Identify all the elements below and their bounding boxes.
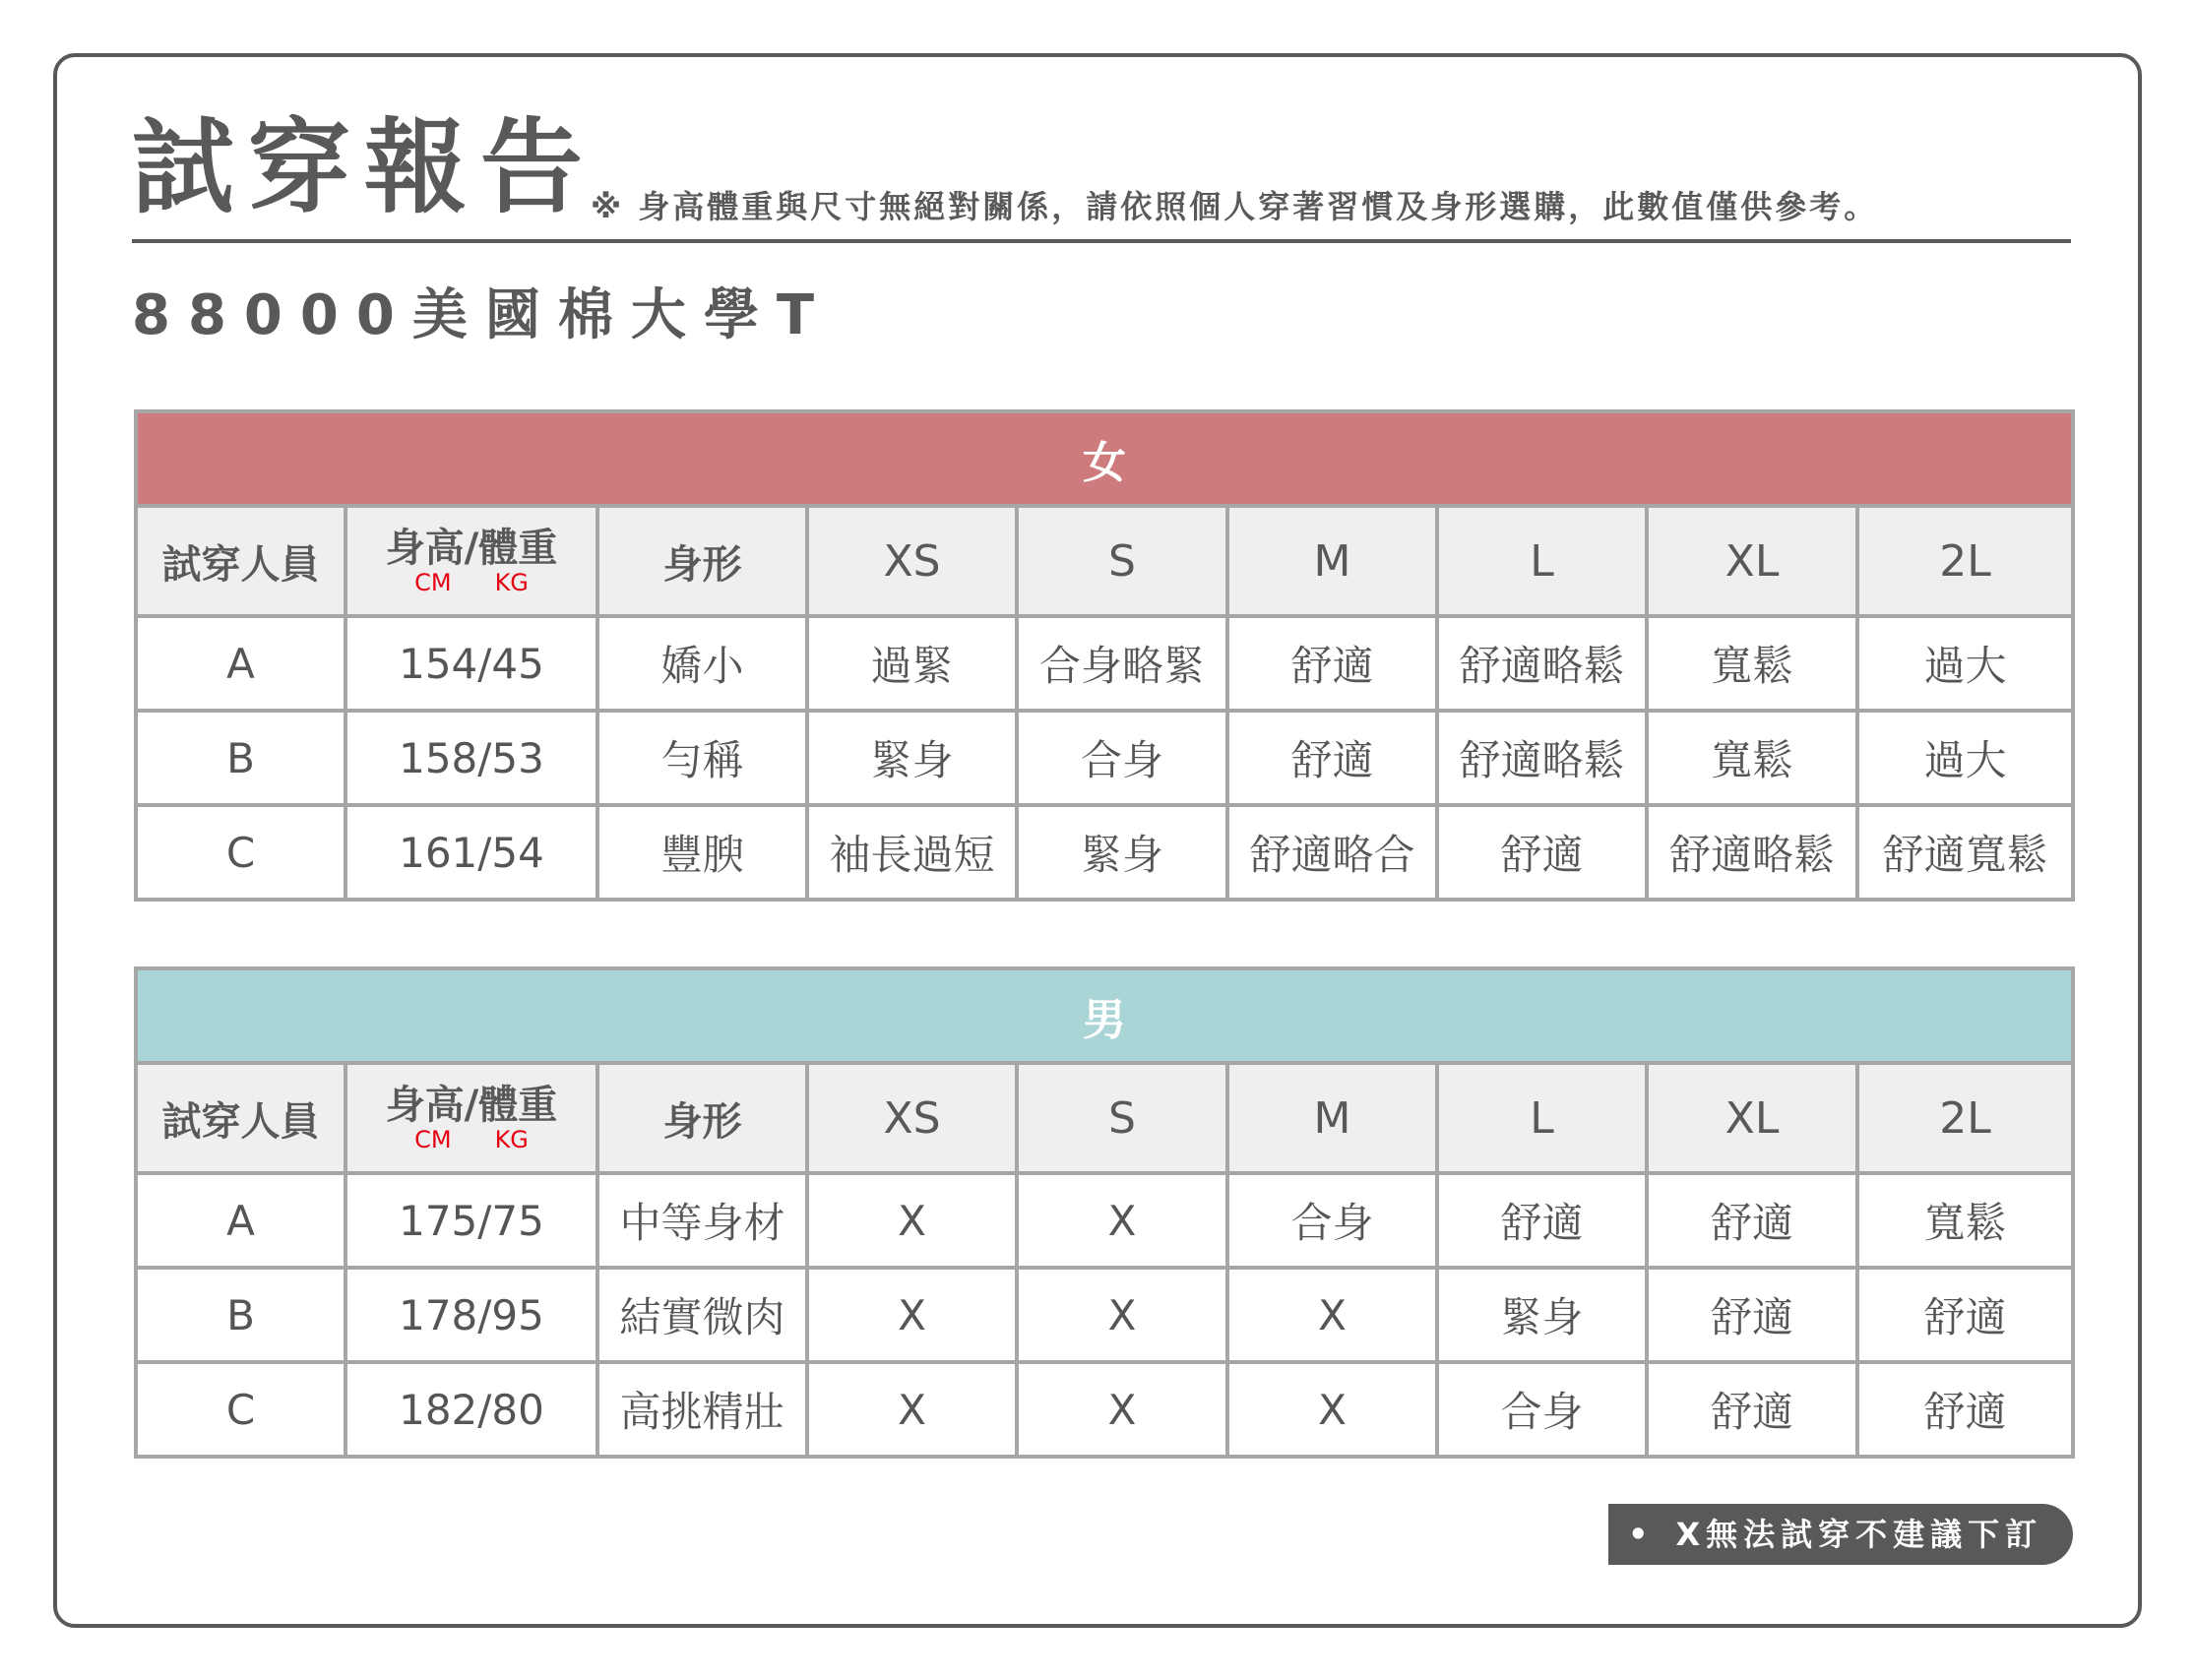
size-column-header: 2L [1857, 1063, 2073, 1173]
fit-cell: 舒適 [1647, 1268, 1857, 1362]
fit-cell: 舒適略鬆 [1437, 711, 1647, 805]
fit-cell: 舒適略鬆 [1647, 805, 1857, 900]
legend-text: X無法試穿不建議下訂 [1675, 1516, 2043, 1553]
height-weight-column-header [345, 506, 597, 616]
fit-cell: 舒適略鬆 [1437, 616, 1647, 711]
cm-unit: CM [414, 1126, 452, 1153]
fit-cell: 合身 [1227, 1173, 1437, 1268]
fit-cell: 過大 [1857, 616, 2073, 711]
fit-cell: 袖長過短 [807, 805, 1017, 900]
height-weight-value: 154/45 [345, 616, 597, 711]
table-row [136, 616, 2073, 711]
height-weight-value: 178/95 [345, 1268, 597, 1362]
header-row [136, 1063, 2073, 1173]
fit-cell: 寬鬆 [1647, 616, 1857, 711]
men-fit-table [134, 966, 2075, 1459]
height-weight-value: 175/75 [345, 1173, 597, 1268]
body-type: 高挑精壯 [597, 1362, 807, 1457]
fit-cell: 合身 [1437, 1362, 1647, 1457]
fit-cell: 舒適 [1647, 1173, 1857, 1268]
product-name: 88000美國棉大學T [132, 283, 833, 347]
tester-column-header: 試穿人員 [136, 1063, 345, 1173]
size-column-header: M [1227, 1063, 1437, 1173]
title-divider [132, 239, 2071, 243]
fit-cell: 緊身 [1017, 805, 1227, 900]
tester-id: B [136, 711, 345, 805]
fit-cell: 舒適寬鬆 [1857, 805, 2073, 900]
cm-unit: CM [414, 569, 452, 596]
fit-cell: X [807, 1173, 1017, 1268]
size-column-header: S [1017, 1063, 1227, 1173]
body-type: 中等身材 [597, 1173, 807, 1268]
fit-cell: X [807, 1268, 1017, 1362]
fit-cell: 舒適 [1437, 1173, 1647, 1268]
height-weight-value: 158/53 [345, 711, 597, 805]
size-column-header: S [1017, 506, 1227, 616]
body-type: 嬌小 [597, 616, 807, 711]
body-type: 結實微肉 [597, 1268, 807, 1362]
legend-badge [1608, 1504, 2073, 1565]
fit-cell: 舒適 [1227, 711, 1437, 805]
fit-cell: X [807, 1362, 1017, 1457]
height-weight-value: 161/54 [345, 805, 597, 900]
fit-cell: X [1017, 1268, 1227, 1362]
fit-cell: 合身 [1017, 711, 1227, 805]
size-column-header: 2L [1857, 506, 2073, 616]
size-column-header: XS [807, 1063, 1017, 1173]
bullet-icon: • [1628, 1516, 1655, 1553]
kg-unit: KG [494, 569, 529, 596]
fit-cell: 合身略緊 [1017, 616, 1227, 711]
body-type: 勻稱 [597, 711, 807, 805]
kg-unit: KG [494, 1126, 529, 1153]
fit-cell: 舒適 [1857, 1268, 2073, 1362]
header-row [136, 506, 2073, 616]
fit-cell: X [1017, 1173, 1227, 1268]
height-weight-value: 182/80 [345, 1362, 597, 1457]
fit-cell: 寬鬆 [1647, 711, 1857, 805]
fit-cell: 過大 [1857, 711, 2073, 805]
women-fit-table [134, 409, 2075, 902]
table-row [136, 1268, 2073, 1362]
height-weight-label: 身高/體重 [385, 1083, 558, 1128]
size-column-header: L [1437, 1063, 1647, 1173]
fit-cell: 舒適 [1857, 1362, 2073, 1457]
fit-cell: 舒適 [1437, 805, 1647, 900]
fit-cell: 寬鬆 [1857, 1173, 2073, 1268]
size-column-header: XS [807, 506, 1017, 616]
size-column-header: M [1227, 506, 1437, 616]
table-row [136, 711, 2073, 805]
page-title: 試穿報告 [132, 107, 597, 227]
fit-cell: 過緊 [807, 616, 1017, 711]
body-column-header: 身形 [597, 1063, 807, 1173]
body-type: 豐腴 [597, 805, 807, 900]
tester-id: C [136, 805, 345, 900]
table-row [136, 1173, 2073, 1268]
body-column-header: 身形 [597, 506, 807, 616]
fit-cell: X [1227, 1362, 1437, 1457]
tester-id: A [136, 616, 345, 711]
fit-cell: X [1017, 1362, 1227, 1457]
fit-cell: 緊身 [1437, 1268, 1647, 1362]
fit-cell: 舒適 [1647, 1362, 1857, 1457]
fit-cell: 舒適略合 [1227, 805, 1437, 900]
height-weight-label: 身高/體重 [385, 526, 558, 571]
height-weight-column-header [345, 1063, 597, 1173]
disclaimer-note: ※ 身高體重與尺寸無絕對關係，請依照個人穿著習慣及身形選購，此數值僅供參考。 [591, 188, 1879, 225]
tester-id: C [136, 1362, 345, 1457]
size-column-header: XL [1647, 1063, 1857, 1173]
fit-cell: 緊身 [807, 711, 1017, 805]
table-row [136, 805, 2073, 900]
men-section-header: 男 [136, 968, 2073, 1063]
size-column-header: XL [1647, 506, 1857, 616]
tester-id: B [136, 1268, 345, 1362]
tester-id: A [136, 1173, 345, 1268]
women-section-header: 女 [136, 411, 2073, 506]
size-column-header: L [1437, 506, 1647, 616]
table-row [136, 1362, 2073, 1457]
tester-column-header: 試穿人員 [136, 506, 345, 616]
fit-cell: X [1227, 1268, 1437, 1362]
fit-cell: 舒適 [1227, 616, 1437, 711]
